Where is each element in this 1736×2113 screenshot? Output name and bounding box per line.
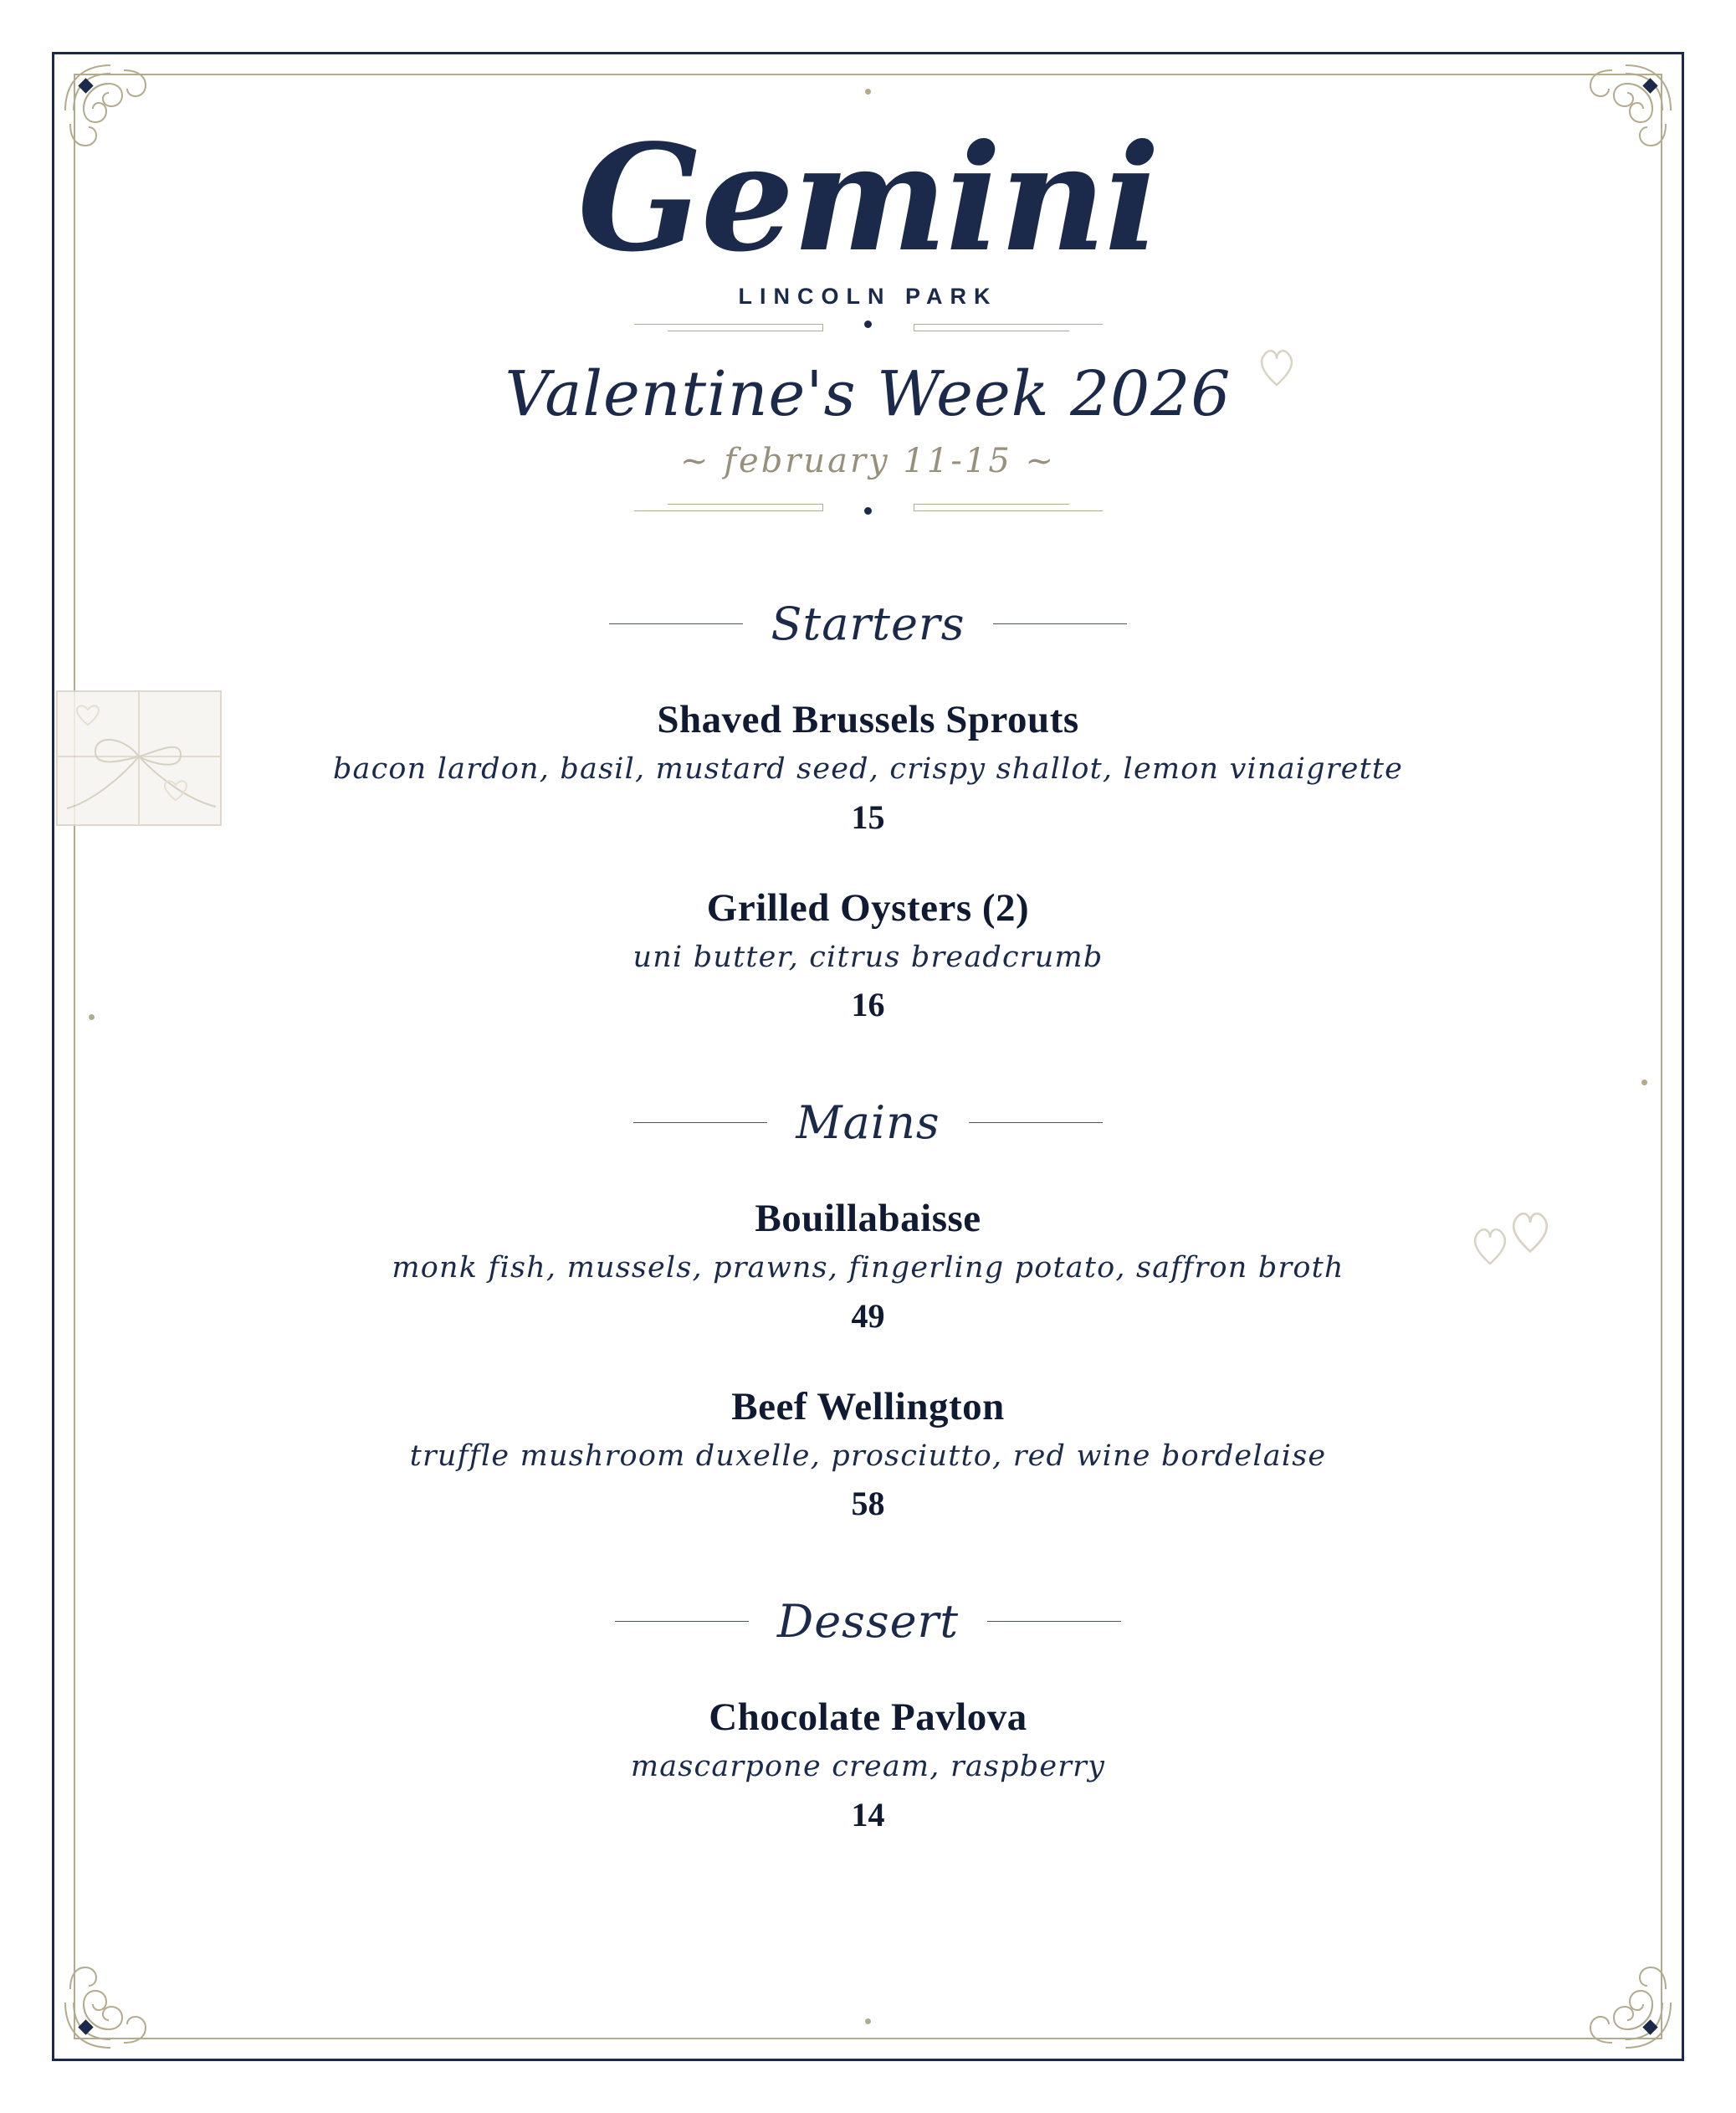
- heading-rule-left: [633, 1122, 767, 1123]
- item-description: uni butter, citrus breadcrumb: [632, 940, 1104, 974]
- menu-section-mains: [167, 1096, 1569, 1523]
- heading-rule-right: [987, 1621, 1121, 1622]
- border-dot: [865, 2018, 871, 2024]
- heading-rule-left: [609, 623, 743, 624]
- item-name: Beef Wellington: [731, 1384, 1005, 1428]
- section-label: Dessert: [776, 1595, 960, 1648]
- heading-rule-right: [993, 623, 1127, 624]
- border-dot: [1641, 1080, 1647, 1085]
- item-name: Shaved Brussels Sprouts: [657, 698, 1079, 741]
- section-heading: [167, 1096, 1569, 1149]
- item-price: 58: [851, 1485, 885, 1522]
- item-price: 16: [851, 986, 885, 1023]
- menu-item: [167, 885, 1569, 1025]
- ornament-divider-top: [634, 310, 1103, 338]
- item-name: Grilled Oysters (2): [706, 885, 1030, 930]
- item-description: mascarpone cream, raspberry: [630, 1750, 1106, 1783]
- corner-flourish-icon: [59, 59, 184, 184]
- border-dot: [89, 1014, 95, 1020]
- menu-item: [167, 1384, 1569, 1524]
- item-name: Bouillabaisse: [755, 1197, 981, 1240]
- ornament-divider-bottom: [634, 497, 1103, 526]
- date-range: ~ february 11-15 ~: [679, 442, 1057, 480]
- section-heading: [167, 597, 1569, 650]
- menu-section-dessert: [167, 1595, 1569, 1834]
- section-label: Mains: [796, 1096, 940, 1149]
- item-price: 49: [851, 1296, 885, 1335]
- restaurant-logo: Gemini: [577, 113, 1159, 285]
- menu-item: [167, 697, 1569, 837]
- occasion-title: Valentine's Week 2026: [504, 358, 1232, 430]
- section-label: Starters: [771, 597, 965, 650]
- corner-flourish-icon: [59, 1929, 184, 2054]
- menu-item: [167, 1695, 1569, 1834]
- restaurant-location: LINCOLN PARK: [738, 284, 998, 309]
- border-dot: [865, 89, 871, 95]
- item-description: bacon lardon, basil, mustard seed, crispy shallot, lemon vinaigrette: [332, 752, 1404, 786]
- heading-rule-left: [615, 1621, 749, 1622]
- item-description: truffle mushroom duxelle, prosciutto, red wine bordelaise: [409, 1439, 1327, 1473]
- corner-flourish-icon: [1552, 59, 1677, 184]
- menu-item: [167, 1196, 1569, 1336]
- item-name: Chocolate Pavlova: [709, 1695, 1027, 1739]
- item-price: 15: [851, 798, 885, 836]
- menu-section-starters: [167, 597, 1569, 1024]
- item-price: 14: [851, 1795, 885, 1833]
- heading-rule-right: [969, 1122, 1103, 1123]
- menu-content: [167, 113, 1569, 1883]
- corner-flourish-icon: [1552, 1929, 1677, 2054]
- section-heading: [167, 1595, 1569, 1648]
- item-description: monk fish, mussels, prawns, fingerling potato, saffron broth: [392, 1251, 1344, 1285]
